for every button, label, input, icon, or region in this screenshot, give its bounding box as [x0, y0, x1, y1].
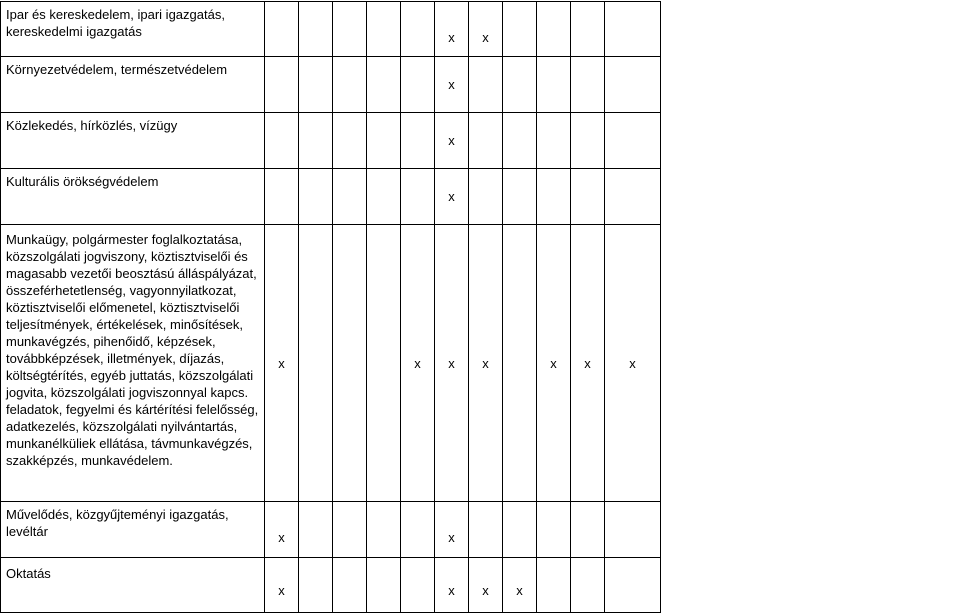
row-label: Ipar és kereskedelem, ipari igazgatás, kereskedelmi igazgatás	[6, 7, 225, 39]
mark-cell	[571, 558, 605, 613]
row-label: Művelődés, közgyűjteményi igazgatás, levéltár	[6, 507, 229, 539]
mark-x: x	[482, 582, 489, 598]
row-label: Környezetvédelem, természetvédelem	[6, 62, 228, 77]
mark-cell	[571, 225, 605, 502]
mark-cell	[367, 558, 401, 613]
mark-cell	[469, 113, 503, 169]
mark-cell	[401, 225, 435, 502]
mark-cell	[469, 502, 503, 558]
mark-cell	[503, 57, 537, 113]
mark-cell	[265, 169, 299, 225]
mark-cell	[401, 502, 435, 558]
mark-x: x	[482, 29, 489, 45]
mark-x: x	[278, 582, 285, 598]
mark-cell	[469, 225, 503, 502]
mark-cell	[401, 558, 435, 613]
mark-x: x	[448, 189, 455, 204]
row-label-cell	[1, 113, 265, 169]
mark-cell	[605, 169, 661, 225]
mark-cell	[299, 169, 333, 225]
mark-cell	[605, 2, 661, 57]
mark-cell	[469, 57, 503, 113]
row-label: Közlekedés, hírközlés, vízügy	[6, 118, 178, 133]
mark-x: x	[448, 530, 455, 545]
mark-cell	[503, 113, 537, 169]
mark-cell	[605, 502, 661, 558]
mark-cell	[265, 2, 299, 57]
mark-cell	[435, 502, 469, 558]
mark-cell	[571, 2, 605, 57]
mark-x: x	[550, 355, 557, 371]
mark-cell	[503, 502, 537, 558]
mark-cell	[435, 169, 469, 225]
mark-cell	[605, 225, 661, 502]
mark-cell	[299, 2, 333, 57]
mark-cell	[265, 558, 299, 613]
mark-cell	[401, 2, 435, 57]
mark-cell	[605, 113, 661, 169]
mark-x: x	[278, 355, 285, 371]
mark-cell	[435, 225, 469, 502]
mark-cell	[299, 113, 333, 169]
mark-cell	[401, 169, 435, 225]
mark-cell	[265, 113, 299, 169]
row-label-cell	[1, 2, 265, 57]
mark-cell	[435, 2, 469, 57]
mark-x: x	[414, 355, 421, 371]
mark-cell	[503, 2, 537, 57]
row-label: Kulturális örökségvédelem	[6, 174, 159, 189]
row-label: Munkaügy, polgármester foglalkoztatása, közszolgálati jogviszony, köztisztviselői és magasabb vezetői beosztású álláspályázat, összeférhetetlenség, vagyonnyilatkozat, köztisztviselői előmenetel, köztisztviselői teljesítmények, értékelések, minősítések, munkavégzés, pihenőidő, képzések, továbbképzések, illetmények, díjazás, költségtérítés, egyéb juttatás, közszolgálati jogvita, közszolgálati jogviszonnyal kapcs. feladatok, fegyelmi és kártérítési felelősség, adatkezelés, közszolgálati nyilvántartás, munkanélküliek ellátása, távmunkavégzés, szakképzés, munkavédelem.	[6, 232, 259, 468]
table-row	[1, 225, 661, 502]
mark-cell	[435, 57, 469, 113]
mark-cell	[503, 558, 537, 613]
mark-cell	[333, 558, 367, 613]
mark-cell	[605, 558, 661, 613]
mark-x: x	[516, 582, 523, 598]
mark-cell	[367, 113, 401, 169]
row-label-cell	[1, 225, 265, 502]
mark-cell	[265, 502, 299, 558]
mark-cell	[333, 113, 367, 169]
mark-x: x	[482, 355, 489, 371]
mark-cell	[367, 502, 401, 558]
mark-cell	[605, 57, 661, 113]
mark-cell	[299, 502, 333, 558]
mark-cell	[333, 57, 367, 113]
table-row	[1, 113, 661, 169]
mark-x: x	[629, 355, 636, 371]
mark-x: x	[584, 355, 591, 371]
table-row	[1, 57, 661, 113]
table-row	[1, 558, 661, 613]
mark-cell	[537, 169, 571, 225]
mark-x: x	[448, 582, 455, 598]
mark-x: x	[278, 530, 285, 545]
mark-x: x	[448, 77, 455, 92]
mark-cell	[299, 558, 333, 613]
mark-cell	[367, 57, 401, 113]
mark-cell	[401, 57, 435, 113]
mark-cell	[537, 2, 571, 57]
mark-cell	[503, 169, 537, 225]
mark-cell	[469, 169, 503, 225]
responsibility-table	[0, 1, 661, 613]
mark-cell	[435, 558, 469, 613]
mark-cell	[367, 169, 401, 225]
mark-cell	[537, 225, 571, 502]
table-row	[1, 502, 661, 558]
mark-x: x	[448, 355, 455, 371]
row-label: Oktatás	[6, 566, 51, 581]
mark-cell	[367, 2, 401, 57]
mark-cell	[435, 113, 469, 169]
mark-cell	[571, 57, 605, 113]
mark-cell	[367, 225, 401, 502]
row-label-cell	[1, 502, 265, 558]
mark-cell	[333, 225, 367, 502]
mark-cell	[469, 2, 503, 57]
mark-cell	[299, 225, 333, 502]
mark-cell	[571, 169, 605, 225]
mark-cell	[265, 225, 299, 502]
mark-cell	[537, 113, 571, 169]
table-row	[1, 169, 661, 225]
mark-cell	[571, 502, 605, 558]
mark-cell	[571, 113, 605, 169]
mark-cell	[537, 558, 571, 613]
mark-cell	[265, 57, 299, 113]
mark-cell	[537, 502, 571, 558]
mark-cell	[401, 113, 435, 169]
mark-cell	[299, 57, 333, 113]
row-label-cell	[1, 169, 265, 225]
mark-cell	[503, 225, 537, 502]
mark-x: x	[448, 29, 455, 45]
table-row	[1, 2, 661, 57]
mark-cell	[469, 558, 503, 613]
row-label-cell	[1, 558, 265, 613]
row-label-cell	[1, 57, 265, 113]
mark-cell	[537, 57, 571, 113]
mark-cell	[333, 2, 367, 57]
mark-x: x	[448, 133, 455, 148]
mark-cell	[333, 502, 367, 558]
mark-cell	[333, 169, 367, 225]
